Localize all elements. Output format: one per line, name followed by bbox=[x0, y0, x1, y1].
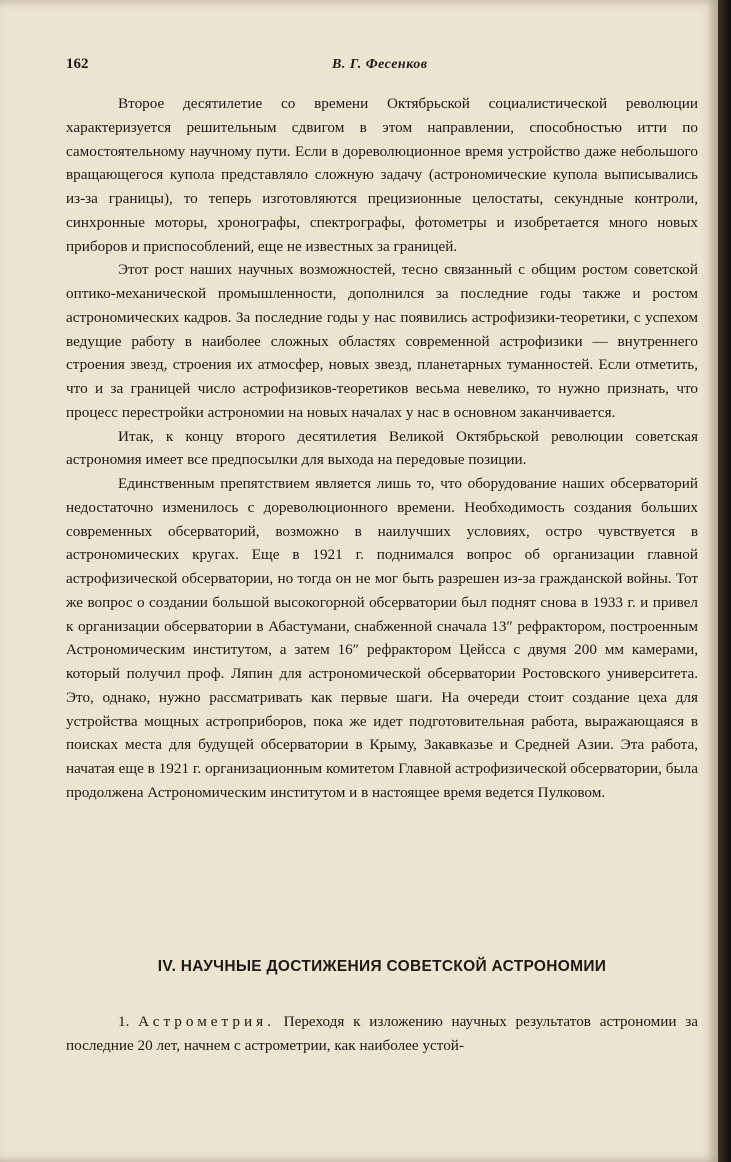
page-number: 162 bbox=[66, 56, 89, 72]
running-head: В. Г. Фесенков bbox=[332, 57, 428, 72]
subsection-number: 1. bbox=[118, 1013, 130, 1030]
paragraph: Итак, к концу второго десятилетия Великой Октябрьской революции советская астрономия имеет все предпосылки для выхода на передовые позиции. bbox=[66, 427, 698, 469]
section-heading: IV. НАУЧНЫЕ ДОСТИЖЕНИЯ СОВЕТСКОЙ АСТРОНОМИИ bbox=[157, 958, 607, 975]
subsection-title: Астрометрия. bbox=[138, 1013, 275, 1030]
paragraph: Этот рост наших научных возможностей, тесно связанный с общим ростом советской оптико-механической промышленности, дополнился за последние годы также и ростом астрономических кадров. За последние годы у нас появились астрофизики-теоретики, с успехом ведущие работу в наиболее сложных областях современной астрофизики — внутреннего строения звезд, строения их атмосфер, новых звезд, планетарных туманностей. Если отметить, что и за границей число астрофизиков-теоретиков весьма невелико, то нужно признать, что процесс перестройки астрономии на новых началах у нас в основном заканчивается. bbox=[66, 261, 698, 421]
subsection-text: Переходя к изложению научных результатов астрономии за последние 20 лет, начнем с астрометрии, как наиболее устой- bbox=[66, 1013, 698, 1054]
paragraph: Второе десятилетие со времени Октябрьской социалистической революции характеризуется решительным сдвигом в этом направлении, способностью итти по самостоятельному научному пути. Если в дореволюционное время устройство даже небольшого вращающегося купола представляло сложную задачу (астрономические купола выписывались из-за границы), то теперь изготовляются прецизионные целостаты, секундные контроли, синхронные моторы, хронографы, спектрографы, фотометры и изобретается много новых приборов и приспособлений, еще не известных за границей. bbox=[66, 95, 698, 255]
page-header bbox=[66, 56, 706, 78]
book-spine-shadow bbox=[718, 0, 731, 1162]
paragraph: Единственным препятствием является лишь то, что оборудование наших обсерваторий недостаточно изменилось с дореволюционного времени. Необходимость создания больших современных обсерваторий, возможно в наилучших условиях, остро чувствуется в астрономических кругах. Еще в 1921 г. поднимался вопрос об организации главной астрофизической обсерватории, но тогда он не мог быть разрешен из-за гражданской войны. Тот же вопрос о создании большой высокогорной обсерватории был поднят снова в 1933 г. и привел к организации обсерватории в Абастумани, снабженной сначала 13″ рефрактором, построенным Астрономическим институтом, а затем 16″ рефрактором Цейсса с двумя 200 мм камерами, который получил проф. Ляпин для астрономической обсерватории Ростовского университета. Это, однако, нужно рассматривать как первые шаги. На очереди стоит создание цеха для устройства мощных астроприборов, пока же идет подготовительная работа, выражающаяся в поисках места для будущей обсерватории в Крыму, Закавказье и Средней Азии. Эта работа, начатая еще в 1921 г. организационным комитетом Главной астрофизической обсерватории, была продолжена Астрономическим институтом и в настоящее время ведется Пулковом. bbox=[66, 475, 698, 801]
body-text bbox=[66, 92, 698, 805]
subsection-paragraph bbox=[66, 1010, 698, 1058]
